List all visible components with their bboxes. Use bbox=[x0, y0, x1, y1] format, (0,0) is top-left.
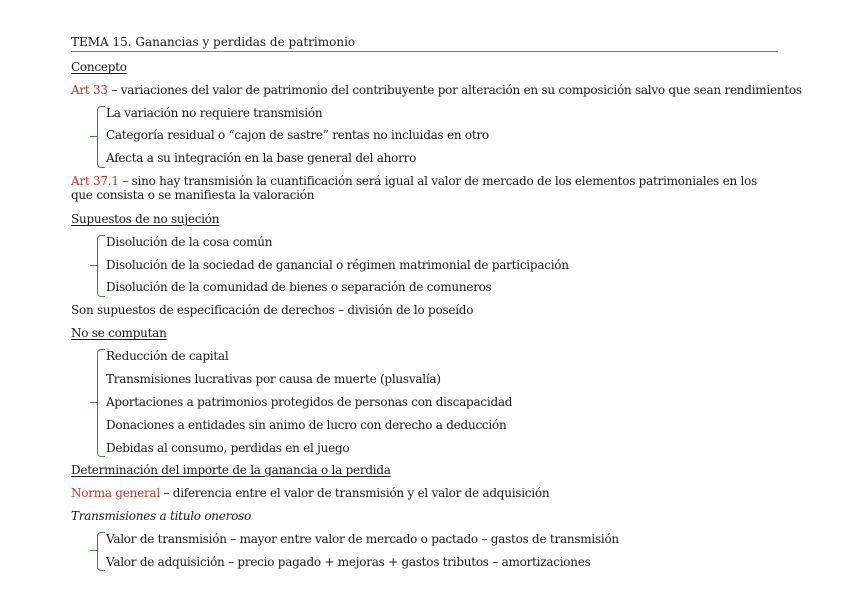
no-sujecion-note: Son supuestos de especificación de derechos – división de lo poseído bbox=[71, 303, 474, 317]
list-item: Transmisiones lucrativas por causa de muerte (plusvalía) bbox=[106, 372, 441, 386]
bracket-oneroso bbox=[97, 532, 105, 571]
section-heading-concepto: Concepto bbox=[71, 60, 127, 74]
section-heading-no-sujecion: Supuestos de no sujeción bbox=[71, 212, 220, 226]
bracket-tick-concepto bbox=[90, 136, 97, 137]
list-item: Debidas al consumo, perdidas en el juego bbox=[106, 441, 350, 455]
list-item: Valor de transmisión – mayor entre valor de mercado o pactado – gastos de transmisión bbox=[106, 532, 619, 546]
art33-ref: Art 33 bbox=[71, 83, 108, 97]
list-item: Reducción de capital bbox=[106, 349, 229, 363]
page-title: TEMA 15. Ganancias y perdidas de patrimonio bbox=[71, 34, 778, 52]
list-item: Disolución de la comunidad de bienes o separación de comuneros bbox=[106, 280, 492, 294]
art371-text: – sino hay transmisión la cuantificación será igual al valor de mercado de los elementos patrimoniales en los que consista o se manifiesta la valoración bbox=[71, 174, 758, 202]
list-item: Afecta a su integración en la base general del ahorro bbox=[106, 151, 417, 165]
bracket-tick-no-sujecion bbox=[90, 265, 97, 266]
list-item: Disolución de la sociedad de ganancial o régimen matrimonial de participación bbox=[106, 258, 569, 272]
section-heading-no-computan: No se computan bbox=[71, 326, 167, 340]
list-item: Categoría residual o “cajon de sastre” rentas no incluidas en otro bbox=[106, 128, 489, 142]
bracket-concepto bbox=[97, 106, 105, 168]
oneroso-heading: Transmisiones a titulo oneroso bbox=[71, 509, 251, 523]
bracket-tick-no-computan bbox=[90, 402, 97, 403]
bracket-no-sujecion bbox=[97, 235, 105, 297]
norma-general-ref: Norma general bbox=[71, 486, 160, 500]
list-item: Donaciones a entidades sin animo de lucro con derecho a deducción bbox=[106, 418, 507, 432]
list-item: La variación no requiere transmisión bbox=[106, 106, 323, 120]
norma-general-text: – diferencia entre el valor de transmisión y el valor de adquisición bbox=[159, 486, 550, 500]
art371-ref: Art 37.1 bbox=[71, 174, 119, 188]
art371-paragraph bbox=[71, 174, 781, 202]
norma-general-paragraph bbox=[71, 486, 549, 501]
section-heading-determinacion: Determinación del importe de la ganancia o la perdida bbox=[71, 463, 391, 477]
art33-text: – variaciones del valor de patrimonio del contribuyente por alteración en su composición salvo que sean rendimientos bbox=[107, 83, 802, 97]
list-item: Aportaciones a patrimonios protegidos de personas con discapacidad bbox=[106, 395, 513, 409]
bracket-no-computan bbox=[97, 349, 105, 457]
art33-paragraph bbox=[71, 83, 802, 98]
list-item: Valor de adquisición – precio pagado + mejoras + gastos tributos – amortizaciones bbox=[106, 555, 591, 569]
list-item: Disolución de la cosa común bbox=[106, 235, 273, 249]
bracket-tick-oneroso bbox=[90, 550, 97, 551]
